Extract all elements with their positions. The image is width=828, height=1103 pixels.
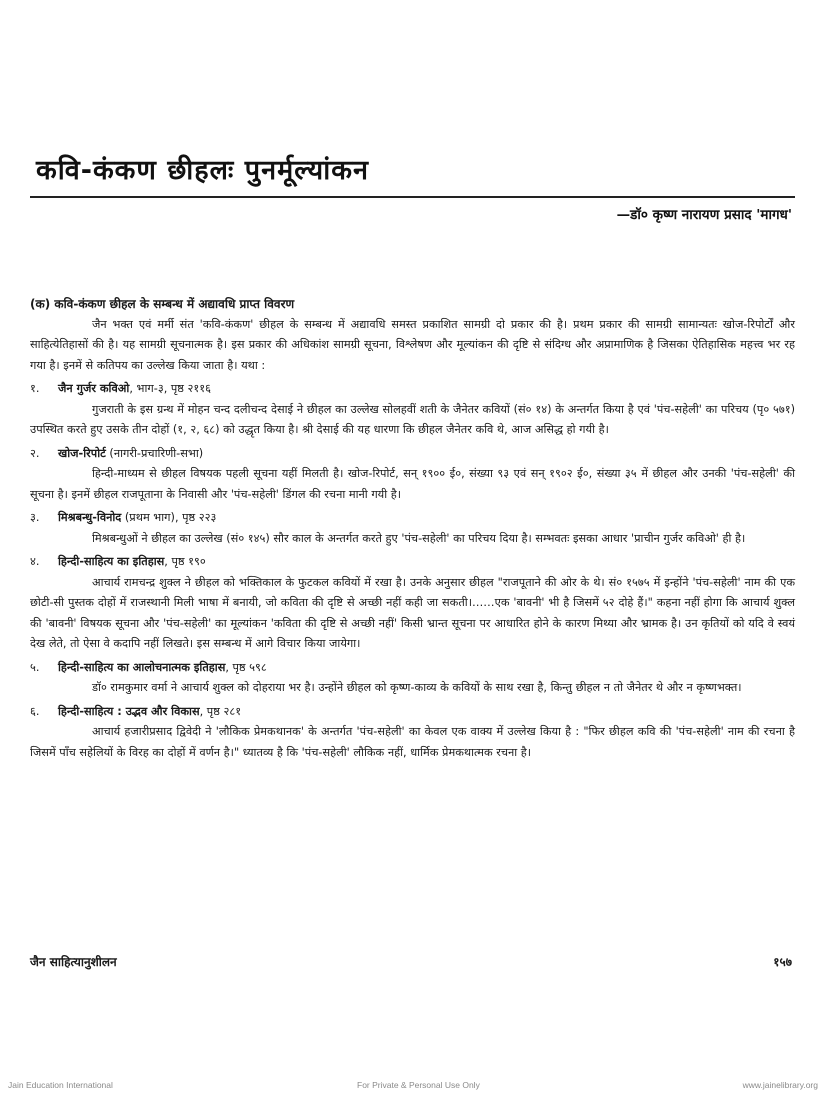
- item-title: खोज-रिपोर्ट: [58, 446, 106, 460]
- source-item-body: [30, 400, 795, 441]
- page-number: १५७: [773, 955, 792, 969]
- item-body-text: डॉ० रामकुमार वर्मा ने आचार्य शुक्ल को दोहराया भर है। उन्होंने छीहल को कृष्ण-काव्य के कवियों के साथ रखा है, किन्तु छीहल न तो जैनेतर थे और न कृष्णभक्त।: [92, 681, 742, 694]
- item-number: ३.: [30, 511, 40, 524]
- source-item-heading: [30, 508, 795, 529]
- source-item-heading: [30, 702, 795, 723]
- title-divider: [30, 196, 795, 198]
- item-number: ५.: [30, 660, 40, 674]
- watermark-publisher: Jain Education International: [8, 1080, 113, 1090]
- item-reference: , पृष्ठ ५९८: [225, 660, 267, 674]
- source-item-body: [30, 573, 795, 655]
- article-author: —डॉ० कृष्ण नारायण प्रसाद 'मागध': [616, 207, 792, 223]
- item-title: हिन्दी-साहित्य का इतिहास: [58, 555, 165, 568]
- watermark-usage-note: For Private & Personal Use Only: [357, 1080, 480, 1090]
- section-intro-text: जैन भक्त एवं मर्मी संत 'कवि-कंकण' छीहल के सम्बन्ध में अद्यावधि समस्त प्रकाशित सामग्री दो प्रकार की है। प्रथम प्रकार की सामग्री सामान्यतः खोज-रिपोर्टों और साहित्येतिहासों की है। यह सामग्री सूचनात्मक है। इस प्रकार की अधिकांश सामग्री सूचना, विश्लेषण और मूल्यांकन की दृष्टि से संदिग्ध और अप्रामाणिक है जिसका ऐतिहासिक महत्त्व भर रह गया है। इनमें से कतिपय का उल्लेख किया जाता है। यथा :: [30, 317, 795, 372]
- article-title: कवि-कंकण छीहलः पुनर्मूल्यांकन: [36, 155, 369, 186]
- section-intro: [30, 315, 795, 377]
- watermark-website: www.jainelibrary.org: [742, 1080, 818, 1090]
- source-item-heading: [30, 552, 795, 573]
- item-body-text: मिश्रबन्धुओं ने छीहल का उल्लेख (सं० १४५) सौर काल के अन्तर्गत करते हुए 'पंच-सहेली' का परिचय दिया है। सम्भवतः इसका आधार 'प्राचीन गुर्जर कविओ' ही है।: [92, 531, 746, 545]
- item-title: जैन गुर्जर कविओ: [58, 382, 130, 395]
- source-item-heading: [30, 379, 795, 400]
- item-number: १.: [30, 382, 40, 395]
- source-item-body: [30, 678, 795, 699]
- item-body-text: गुजराती के इस ग्रन्थ में मोहन चन्द दलीचन्द देसाई ने छीहल का उल्लेख सोलहवीं शती के जैनेतर कवियों (सं० १४) के अन्तर्गत किया है एवं 'पंच-सहेली' का परिचय (पृ० ५७१) उपस्थित करते हुए उसके तीन दोहों (१, २, ६८) को उद्धृत किया है। श्री देसाई की यह धारणा कि छीहल जैनेतर कवि थे, आज असिद्ध हो गयी है।: [30, 402, 795, 436]
- item-number: ६.: [30, 704, 40, 718]
- item-reference: , भाग-३, पृष्ठ २११६: [129, 382, 212, 395]
- source-item-heading: [30, 658, 795, 679]
- source-item-body: [30, 464, 795, 505]
- item-body-text: आचार्य हजारीप्रसाद द्विवेदी ने 'लौकिक प्रेमकथानक' के अन्तर्गत 'पंच-सहेली' का केवल एक वाक्य में उल्लेख किया है : "फिर छीहल कवि की 'पंच-सहेली' नाम की रचना है जिसमें पाँच सहेलियों के विरह का दोहों में वर्णन है।" ध्यातव्य है कि 'पंच-सहेली' लौकिक नहीं, धार्मिक प्रेमकथात्मक रचना है।: [30, 725, 795, 759]
- item-title: हिन्दी-साहित्य का आलोचनात्मक इतिहास: [58, 660, 226, 674]
- item-reference: , पृष्ठ २८१: [199, 704, 242, 718]
- journal-name: जैन साहित्यानुशीलन: [30, 955, 117, 969]
- source-item-body: [30, 722, 795, 763]
- item-title: मिश्रबन्धु-विनोद: [58, 511, 122, 524]
- section-heading: (क) कवि-कंकण छीहल के सम्बन्ध में अद्यावधि प्राप्त विवरण: [30, 297, 295, 311]
- item-reference: , पृष्ठ १९०: [164, 555, 206, 568]
- item-reference: (प्रथम भाग), पृष्ठ २२३: [121, 511, 217, 524]
- item-body-text: आचार्य रामचन्द्र शुक्ल ने छीहल को भक्तिकाल के फुटकल कवियों में रखा है। उनके अनुसार छीहल "राजपूताने की ओर के थे। सं० १५७५ में इन्होंने 'पंच-सहेली' नाम की एक छोटी-सी पुस्तक दोहों में राजस्थानी मिली भाषा में बनायी, जो कविता की दृष्टि से अच्छी नहीं कही जा सकती।……एक 'बावनी' भी है जिसमें ५२ दोहे हैं।" कहना नहीं होगा कि आचार्य शुक्ल की 'बावनी' विषयक सूचना और 'पंच-सहेली' का मूल्यांकन 'कविता की दृष्टि से अच्छी नहीं' किसी भ्रान्त सूचना पर आधारित होने के कारण मिथ्या और भ्रामक है। उन कृतियों को यदि वे स्वयं देख लेते, तो ऐसा वे कदापि नहीं लिखते। इस सम्बन्ध में आगे विचार किया जायेगा।: [30, 575, 795, 650]
- item-number: ४.: [30, 555, 40, 568]
- source-item-heading: [30, 444, 795, 465]
- item-title: हिन्दी-साहित्य : उद्भव और विकास: [58, 704, 200, 718]
- source-item-body: [30, 529, 795, 550]
- item-reference: (नागरी-प्रचारिणी-सभा): [105, 446, 204, 460]
- article-body: [30, 294, 795, 763]
- item-body-text: हिन्दी-माध्यम से छीहल विषयक पहली सूचना यहीं मिलती है। खोज-रिपोर्ट, सन् १९०० ई०, संख्या ९३ एवं सन् १९०२ ई०, संख्या ३५ में छीहल और उनकी 'पंच-सहेली' की सूचना है। इनमें छीहल राजपूताना के निवासी और 'पंच-सहेली' डिंगल की रचना मानी गयी है।: [30, 467, 795, 501]
- item-number: २.: [30, 446, 40, 460]
